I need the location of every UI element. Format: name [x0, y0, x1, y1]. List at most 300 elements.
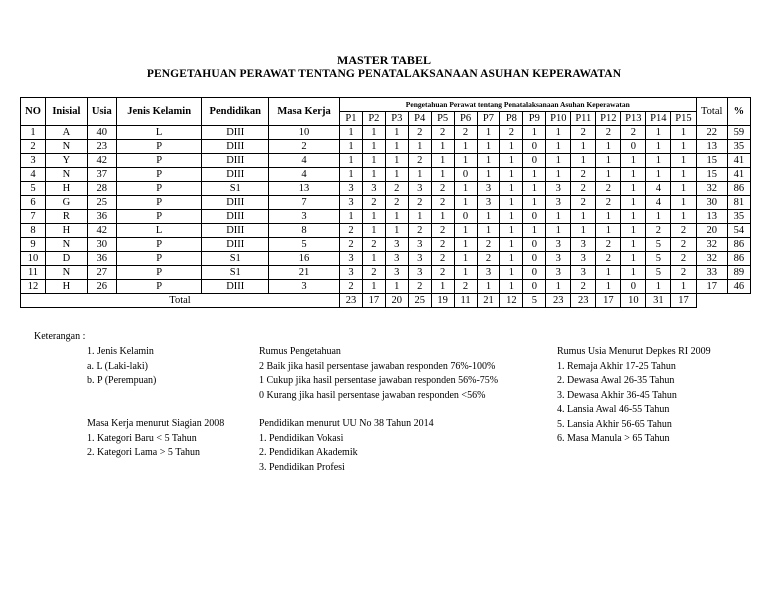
- cell-score: 1: [408, 210, 431, 224]
- cell-percent: 86: [727, 182, 750, 196]
- cell-score: 1: [431, 140, 454, 154]
- cell-score: 1: [596, 168, 621, 182]
- legend-line: 2. Kategori Lama > 5 Tahun: [87, 447, 201, 458]
- cell-score: 1: [596, 224, 621, 238]
- cell-masa-kerja: 3: [269, 210, 340, 224]
- cell-score: 2: [571, 196, 596, 210]
- cell-score: 2: [339, 238, 362, 252]
- cell-score: 0: [523, 280, 546, 294]
- cell-score: 1: [500, 182, 523, 196]
- table-row: [21, 196, 751, 210]
- legend-line: 1 Cukup jika hasil persentase jawaban responden 56%-75%: [259, 375, 499, 386]
- cell-score: 1: [671, 168, 696, 182]
- cell-score: 1: [596, 266, 621, 280]
- cell-score: 1: [500, 238, 523, 252]
- cell-score: 2: [596, 182, 621, 196]
- cell-score: 2: [431, 252, 454, 266]
- legend-heading: Keterangan :: [34, 331, 86, 342]
- cell-usia: 42: [87, 154, 116, 168]
- cell-masa-kerja: 21: [269, 266, 340, 280]
- cell-total: 22: [696, 126, 727, 140]
- cell-column-total: 23: [571, 294, 596, 308]
- cell-score: 1: [571, 154, 596, 168]
- cell-jenis-kelamin: P: [116, 280, 201, 294]
- cell-score: 1: [596, 210, 621, 224]
- cell-score: 1: [621, 266, 646, 280]
- cell-score: 3: [339, 196, 362, 210]
- legend-line: 1. Pendidikan Vokasi: [259, 432, 344, 444]
- cell-score: 3: [546, 266, 571, 280]
- cell-score: 1: [385, 280, 408, 294]
- cell-score: 1: [500, 196, 523, 210]
- cell-score: 2: [454, 126, 477, 140]
- cell-score: 3: [546, 252, 571, 266]
- cell-score: 1: [523, 224, 546, 238]
- cell-usia: 27: [87, 266, 116, 280]
- cell-total: 17: [696, 280, 727, 294]
- cell-inisial: H: [46, 280, 88, 294]
- cell-score: 1: [477, 126, 500, 140]
- cell-score: 2: [646, 224, 671, 238]
- cell-jenis-kelamin: P: [116, 196, 201, 210]
- header-question: P13: [621, 112, 646, 126]
- cell-score: 3: [546, 238, 571, 252]
- cell-column-total: 25: [408, 294, 431, 308]
- cell-score: 1: [500, 154, 523, 168]
- cell-score: 3: [385, 252, 408, 266]
- cell-score: 2: [477, 238, 500, 252]
- cell-score: 1: [385, 140, 408, 154]
- cell-usia: 26: [87, 280, 116, 294]
- cell-jenis-kelamin: P: [116, 210, 201, 224]
- cell-score: 1: [523, 126, 546, 140]
- cell-score: 1: [671, 210, 696, 224]
- cell-score: 1: [621, 238, 646, 252]
- empty-cell: [727, 294, 750, 308]
- cell-score: 1: [339, 140, 362, 154]
- cell-column-total: 17: [596, 294, 621, 308]
- legend-line: a. L (Laki-laki): [87, 360, 148, 372]
- cell-score: 1: [546, 154, 571, 168]
- cell-score: 0: [454, 168, 477, 182]
- legend-line: Masa Kerja menurut Siagian 2008: [87, 418, 225, 429]
- cell-score: 1: [546, 224, 571, 238]
- cell-pendidikan: DIII: [202, 168, 269, 182]
- cell-masa-kerja: 4: [269, 168, 340, 182]
- cell-masa-kerja: 5: [269, 238, 340, 252]
- cell-score: 2: [671, 266, 696, 280]
- legend-line: 2. Pendidikan Akademik: [259, 447, 358, 458]
- cell-usia: 37: [87, 168, 116, 182]
- cell-score: 1: [454, 196, 477, 210]
- header-inisial: Inisial: [46, 98, 88, 126]
- header-question: P7: [477, 112, 500, 126]
- header-question: P3: [385, 112, 408, 126]
- cell-score: 1: [621, 224, 646, 238]
- cell-score: 5: [646, 252, 671, 266]
- cell-score: 3: [408, 238, 431, 252]
- cell-score: 0: [523, 210, 546, 224]
- cell-score: 2: [431, 196, 454, 210]
- cell-score: 3: [477, 266, 500, 280]
- cell-score: 2: [385, 182, 408, 196]
- cell-no: 2: [21, 140, 46, 154]
- cell-score: 1: [671, 126, 696, 140]
- cell-score: 4: [646, 196, 671, 210]
- cell-inisial: H: [46, 224, 88, 238]
- cell-percent: 86: [727, 238, 750, 252]
- cell-score: 1: [500, 280, 523, 294]
- cell-score: 2: [571, 126, 596, 140]
- cell-score: 1: [546, 210, 571, 224]
- header-question: P1: [339, 112, 362, 126]
- cell-score: 1: [454, 140, 477, 154]
- table-row: [21, 168, 751, 182]
- cell-usia: 42: [87, 224, 116, 238]
- cell-percent: 35: [727, 210, 750, 224]
- header-question: P14: [646, 112, 671, 126]
- cell-score: 1: [621, 182, 646, 196]
- cell-score: 3: [571, 238, 596, 252]
- table-row: [21, 140, 751, 154]
- header-question: P5: [431, 112, 454, 126]
- cell-score: 1: [477, 210, 500, 224]
- cell-column-total: 11: [454, 294, 477, 308]
- cell-usia: 40: [87, 126, 116, 140]
- cell-score: 1: [546, 126, 571, 140]
- cell-masa-kerja: 8: [269, 224, 340, 238]
- cell-score: 1: [646, 140, 671, 154]
- cell-score: 1: [523, 168, 546, 182]
- cell-pendidikan: DIII: [202, 238, 269, 252]
- cell-score: 1: [385, 168, 408, 182]
- legend-rumus-pengetahuan: [259, 345, 498, 403]
- cell-pendidikan: DIII: [202, 126, 269, 140]
- page-title: MASTER TABEL: [337, 53, 431, 67]
- cell-score: 1: [500, 224, 523, 238]
- cell-score: 0: [523, 238, 546, 252]
- cell-score: 1: [646, 126, 671, 140]
- legend-line: 5. Lansia Akhir 56-65 Tahun: [557, 418, 672, 430]
- cell-percent: 41: [727, 154, 750, 168]
- cell-pendidikan: DIII: [202, 210, 269, 224]
- header-question: P15: [671, 112, 696, 126]
- cell-jenis-kelamin: L: [116, 126, 201, 140]
- legend-line: 1. Remaja Akhir 17-25 Tahun: [557, 360, 676, 372]
- cell-score: 3: [546, 196, 571, 210]
- cell-score: 3: [385, 266, 408, 280]
- cell-score: 1: [500, 140, 523, 154]
- cell-score: 2: [431, 238, 454, 252]
- cell-score: 2: [385, 196, 408, 210]
- cell-usia: 36: [87, 252, 116, 266]
- legend-line: 1. Kategori Baru < 5 Tahun: [87, 432, 197, 444]
- header-percent: %: [727, 98, 750, 126]
- cell-jenis-kelamin: P: [116, 168, 201, 182]
- cell-score: 2: [671, 252, 696, 266]
- cell-inisial: Y: [46, 154, 88, 168]
- legend-line: 3. Dewasa Akhir 36-45 Tahun: [557, 389, 677, 401]
- cell-masa-kerja: 10: [269, 126, 340, 140]
- cell-score: 4: [646, 182, 671, 196]
- cell-total: 15: [696, 168, 727, 182]
- cell-inisial: N: [46, 238, 88, 252]
- cell-score: 2: [431, 126, 454, 140]
- cell-score: 3: [339, 266, 362, 280]
- cell-score: 1: [385, 224, 408, 238]
- cell-score: 1: [571, 210, 596, 224]
- cell-score: 1: [621, 168, 646, 182]
- cell-pendidikan: S1: [202, 266, 269, 280]
- cell-score: 3: [385, 238, 408, 252]
- cell-score: 2: [362, 196, 385, 210]
- cell-column-total: 10: [621, 294, 646, 308]
- cell-usia: 23: [87, 140, 116, 154]
- cell-score: 1: [621, 196, 646, 210]
- cell-inisial: N: [46, 168, 88, 182]
- legend-line: 4. Lansia Awal 46-55 Tahun: [557, 404, 670, 415]
- cell-score: 1: [671, 196, 696, 210]
- cell-score: 2: [500, 126, 523, 140]
- cell-score: 1: [671, 182, 696, 196]
- cell-score: 2: [408, 126, 431, 140]
- cell-score: 2: [571, 182, 596, 196]
- cell-score: 2: [431, 182, 454, 196]
- cell-total: 15: [696, 154, 727, 168]
- cell-column-total: 19: [431, 294, 454, 308]
- cell-score: 3: [477, 182, 500, 196]
- cell-jenis-kelamin: P: [116, 140, 201, 154]
- header-question: P12: [596, 112, 621, 126]
- cell-inisial: A: [46, 126, 88, 140]
- cell-masa-kerja: 13: [269, 182, 340, 196]
- cell-no: 7: [21, 210, 46, 224]
- cell-total: 32: [696, 182, 727, 196]
- cell-masa-kerja: 3: [269, 280, 340, 294]
- table-row: [21, 154, 751, 168]
- cell-column-total: 31: [646, 294, 671, 308]
- cell-score: 2: [339, 280, 362, 294]
- cell-score: 1: [385, 210, 408, 224]
- cell-percent: 89: [727, 266, 750, 280]
- cell-usia: 25: [87, 196, 116, 210]
- cell-score: 1: [546, 280, 571, 294]
- cell-score: 1: [571, 224, 596, 238]
- cell-jenis-kelamin: P: [116, 154, 201, 168]
- cell-pendidikan: DIII: [202, 224, 269, 238]
- cell-score: 1: [596, 154, 621, 168]
- cell-percent: 41: [727, 168, 750, 182]
- cell-score: 3: [362, 182, 385, 196]
- cell-score: 2: [408, 154, 431, 168]
- page-subtitle: PENGETAHUAN PERAWAT TENTANG PENATALAKSANAAN ASUHAN KEPERAWATAN: [146, 68, 622, 80]
- legend-pendidikan: [259, 417, 434, 475]
- table-row: [21, 210, 751, 224]
- cell-score: 1: [339, 126, 362, 140]
- cell-masa-kerja: 4: [269, 154, 340, 168]
- cell-score: 1: [477, 154, 500, 168]
- cell-column-total: 20: [385, 294, 408, 308]
- cell-no: 1: [21, 126, 46, 140]
- cell-score: 1: [362, 252, 385, 266]
- cell-pendidikan: DIII: [202, 140, 269, 154]
- cell-score: 2: [596, 196, 621, 210]
- cell-jenis-kelamin: P: [116, 266, 201, 280]
- table-row: [21, 280, 751, 294]
- cell-score: 1: [454, 238, 477, 252]
- cell-column-total: 17: [362, 294, 385, 308]
- cell-no: 10: [21, 252, 46, 266]
- cell-score: 3: [546, 182, 571, 196]
- cell-score: 1: [546, 168, 571, 182]
- cell-usia: 36: [87, 210, 116, 224]
- cell-masa-kerja: 16: [269, 252, 340, 266]
- cell-column-total: 5: [523, 294, 546, 308]
- cell-column-total: 23: [339, 294, 362, 308]
- cell-pendidikan: DIII: [202, 196, 269, 210]
- cell-total: 13: [696, 140, 727, 154]
- cell-score: 2: [596, 252, 621, 266]
- cell-score: 0: [621, 140, 646, 154]
- cell-score: 1: [671, 140, 696, 154]
- legend-line: 6. Masa Manula > 65 Tahun: [557, 433, 670, 444]
- cell-score: 1: [621, 210, 646, 224]
- cell-masa-kerja: 2: [269, 140, 340, 154]
- table-row: [21, 182, 751, 196]
- cell-score: 1: [431, 280, 454, 294]
- cell-total: 32: [696, 252, 727, 266]
- table-row: [21, 224, 751, 238]
- cell-pendidikan: DIII: [202, 154, 269, 168]
- cell-score: 1: [500, 168, 523, 182]
- cell-score: 2: [362, 238, 385, 252]
- cell-score: 1: [454, 154, 477, 168]
- cell-inisial: N: [46, 140, 88, 154]
- cell-no: 9: [21, 238, 46, 252]
- header-masa-kerja: Masa Kerja: [269, 98, 340, 126]
- cell-usia: 30: [87, 238, 116, 252]
- legend-line: 3. Pendidikan Profesi: [259, 461, 345, 473]
- cell-total: 32: [696, 238, 727, 252]
- cell-score: 3: [571, 252, 596, 266]
- cell-masa-kerja: 7: [269, 196, 340, 210]
- header-question: P4: [408, 112, 431, 126]
- cell-score: 2: [596, 238, 621, 252]
- cell-score: 1: [523, 182, 546, 196]
- cell-score: 0: [523, 266, 546, 280]
- cell-inisial: R: [46, 210, 88, 224]
- legend-jenis-kelamin: [87, 345, 156, 389]
- cell-score: 1: [477, 224, 500, 238]
- cell-percent: 35: [727, 140, 750, 154]
- legend-line: Rumus Pengetahuan: [259, 346, 341, 357]
- legend-line: 1. Jenis Kelamin: [87, 346, 154, 357]
- cell-percent: 54: [727, 224, 750, 238]
- cell-score: 1: [646, 154, 671, 168]
- cell-score: 1: [339, 168, 362, 182]
- cell-score: 1: [362, 126, 385, 140]
- cell-total: 13: [696, 210, 727, 224]
- cell-score: 1: [571, 140, 596, 154]
- cell-score: 1: [671, 154, 696, 168]
- cell-jenis-kelamin: P: [116, 238, 201, 252]
- cell-no: 3: [21, 154, 46, 168]
- cell-score: 2: [408, 280, 431, 294]
- cell-column-total: 23: [546, 294, 571, 308]
- empty-cell: [696, 294, 727, 308]
- header-usia: Usia: [87, 98, 116, 126]
- cell-column-total: 12: [500, 294, 523, 308]
- cell-score: 1: [646, 280, 671, 294]
- cell-score: 3: [477, 196, 500, 210]
- cell-score: 1: [362, 168, 385, 182]
- cell-total: 30: [696, 196, 727, 210]
- cell-score: 1: [454, 266, 477, 280]
- cell-score: 0: [523, 252, 546, 266]
- cell-pendidikan: S1: [202, 182, 269, 196]
- cell-score: 2: [431, 224, 454, 238]
- header-question: P9: [523, 112, 546, 126]
- header-question: P8: [500, 112, 523, 126]
- cell-no: 4: [21, 168, 46, 182]
- cell-score: 5: [646, 266, 671, 280]
- cell-jenis-kelamin: P: [116, 182, 201, 196]
- cell-score: 1: [454, 182, 477, 196]
- cell-inisial: D: [46, 252, 88, 266]
- header-jenis-kelamin: Jenis Kelamin: [116, 98, 201, 126]
- cell-score: 2: [339, 224, 362, 238]
- cell-column-total: 17: [671, 294, 696, 308]
- header-no: NO: [21, 98, 46, 126]
- total-row: [21, 294, 751, 308]
- cell-score: 2: [571, 168, 596, 182]
- cell-score: 1: [500, 266, 523, 280]
- cell-score: 2: [671, 224, 696, 238]
- header-question: P10: [546, 112, 571, 126]
- cell-score: 1: [671, 280, 696, 294]
- cell-score: 1: [621, 154, 646, 168]
- cell-score: 3: [408, 266, 431, 280]
- cell-score: 1: [408, 168, 431, 182]
- cell-inisial: H: [46, 182, 88, 196]
- cell-score: 1: [646, 168, 671, 182]
- cell-column-total: 21: [477, 294, 500, 308]
- table-row: [21, 266, 751, 280]
- cell-score: 1: [362, 140, 385, 154]
- cell-percent: 59: [727, 126, 750, 140]
- cell-score: 1: [454, 224, 477, 238]
- cell-usia: 28: [87, 182, 116, 196]
- cell-score: 1: [523, 196, 546, 210]
- legend-rumus-usia: [557, 345, 711, 447]
- cell-pendidikan: S1: [202, 252, 269, 266]
- table-row: [21, 238, 751, 252]
- legend-line: Rumus Usia Menurut Depkes RI 2009: [557, 346, 711, 357]
- cell-score: 1: [362, 224, 385, 238]
- cell-no: 8: [21, 224, 46, 238]
- legend-line: Pendidikan menurut UU No 38 Tahun 2014: [259, 418, 434, 429]
- cell-score: 2: [571, 280, 596, 294]
- cell-score: 0: [523, 154, 546, 168]
- cell-total: 33: [696, 266, 727, 280]
- cell-score: 1: [385, 126, 408, 140]
- cell-inisial: G: [46, 196, 88, 210]
- cell-score: 1: [646, 210, 671, 224]
- legend-line: 2 Baik jika hasil persentase jawaban responden 76%-100%: [259, 360, 496, 372]
- header-topic: Pengetahuan Perawat tentang Penatalaksanaan Asuhan Keperawatan: [339, 98, 696, 112]
- cell-score: 1: [431, 154, 454, 168]
- cell-score: 2: [408, 224, 431, 238]
